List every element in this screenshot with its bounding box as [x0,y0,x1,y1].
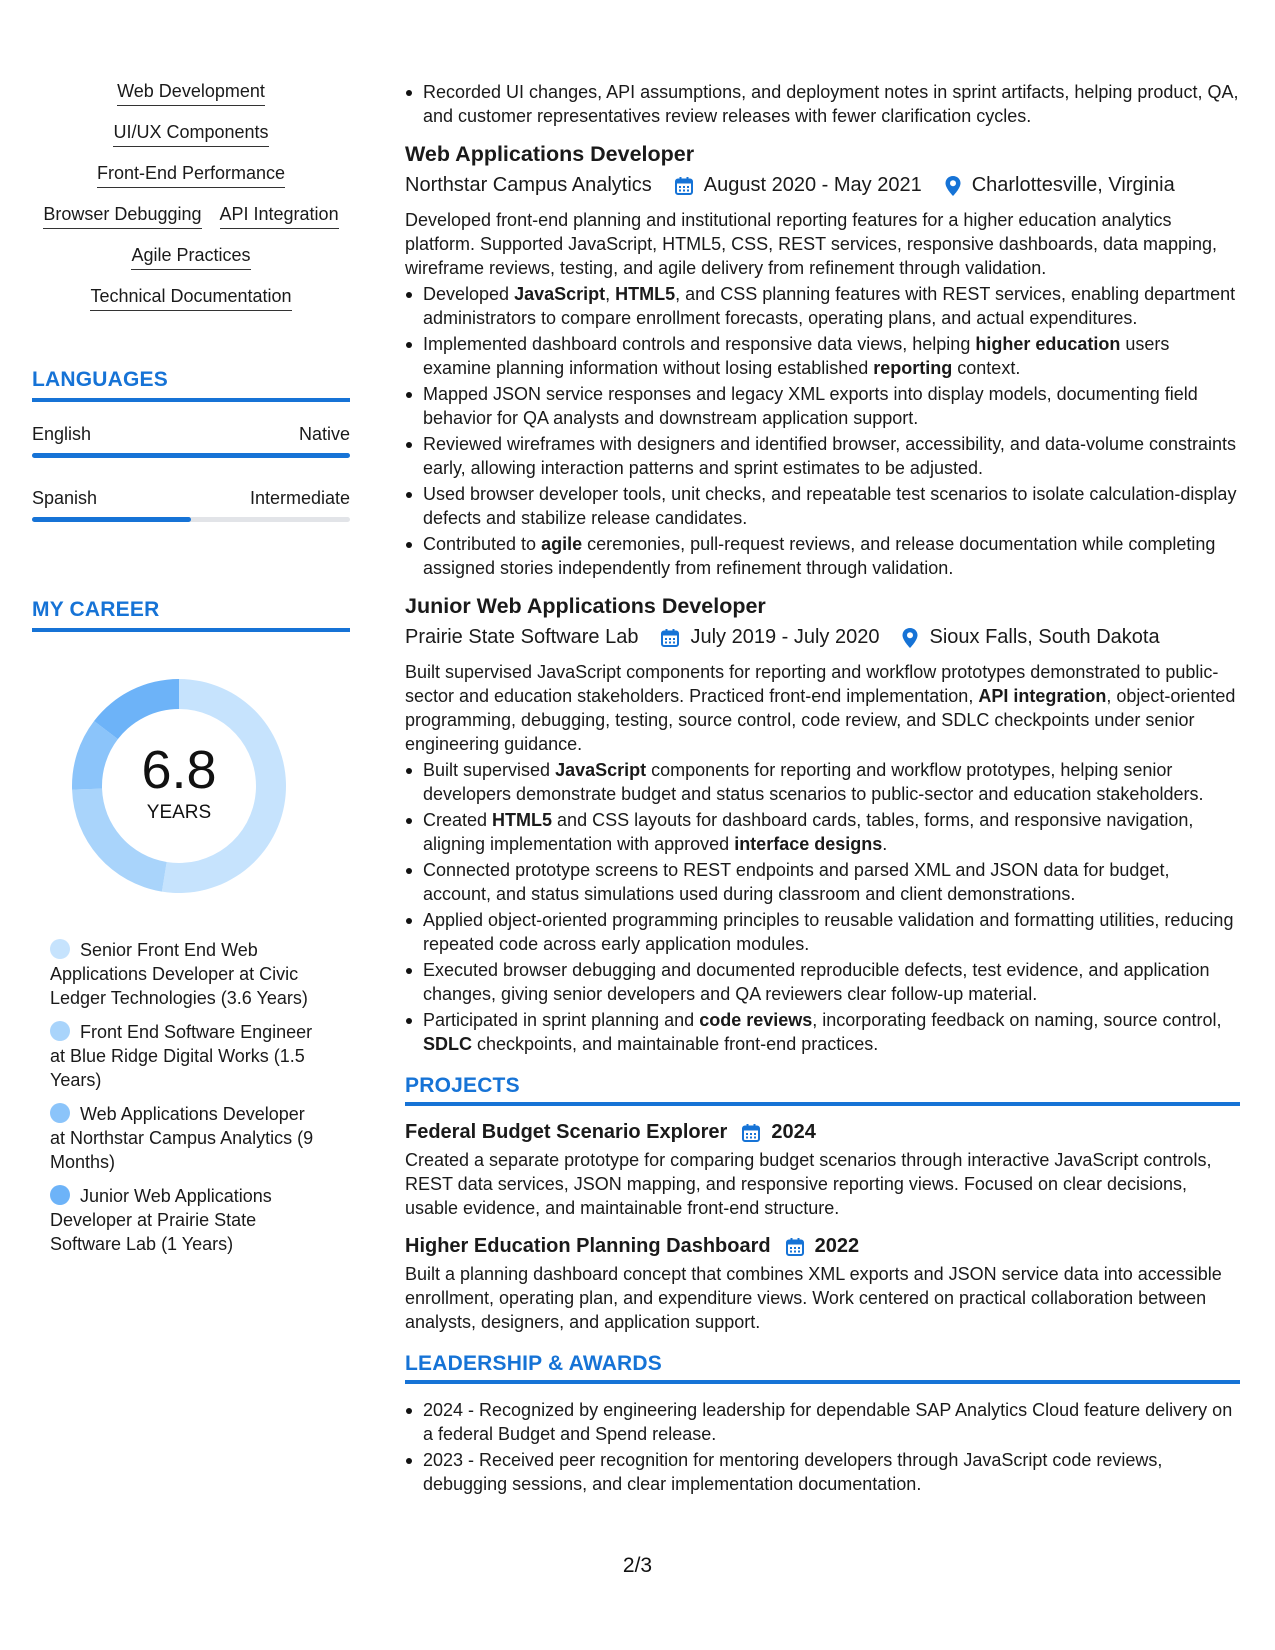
bullet-item: Applied object-oriented programming principles to reusable validation and formatting utilities, reducing repeated code across early application modules. [405,908,1240,956]
bullet-item: Created HTML5 and CSS layouts for dashboard cards, tables, forms, and responsive navigation, aligning implementation with approved interface designs. [405,808,1240,856]
bullet-item: Participated in sprint planning and code reviews, incorporating feedback on naming, source control, SDLC checkpoints, and maintainable front-end practices. [405,1008,1240,1056]
job-description: Developed front-end planning and institutional reporting features for a higher education analytics platform. Supported JavaScript, HTML5, CSS, REST services, responsive dashboards, data mapping, wireframe reviews, testing, and agile delivery from refinement through validation. [405,210,1218,278]
language-row [32,488,350,509]
job-location: Charlottesville, Virginia [971,174,1175,196]
donut-total-value: 6.8 [141,740,217,800]
skills-row [32,162,350,188]
job-dates-wrap [660,623,690,651]
bullet-item: Mapped JSON service responses and legacy XML exports into display models, documenting field behavior for QA analysts and downstream application support. [405,382,1240,430]
skill-tag: UI/UX Components [113,121,268,147]
career-legend-item [50,1102,320,1174]
skills-list [32,80,350,326]
job-entry [405,592,1240,1056]
project-year: 2022 [814,1235,860,1257]
award-item: 2024 - Recognized by engineering leadership for dependable SAP Analytics Cloud feature delivery on a federal Budget and Spend release. [405,1398,1240,1446]
right-column [405,80,1240,1498]
language-proficiency-fill [32,517,191,522]
calendar-icon [674,176,694,196]
bullet-item: Implemented dashboard controls and responsive data views, helping higher education users examine planning information without losing established reporting context. [405,332,1240,380]
previous-job-bullets [405,80,1240,128]
location-pin-icon [944,175,962,197]
project-header [405,1118,1240,1146]
job-meta [405,171,1240,199]
bullet-item: Contributed to agile ceremonies, pull-request reviews, and release documentation while completing assigned stories independently from refinement through validation. [405,532,1240,580]
languages-section [32,368,350,522]
language-name: Spanish [32,488,98,508]
legend-text: Web Applications Developer at Northstar Campus Analytics (9 Months) [50,1104,314,1172]
languages-list [32,424,350,522]
skills-row [32,121,350,147]
bullet-item: Built supervised JavaScript components for reporting and workflow prototypes, helping senior developers demonstrate budget and status scenarios to public-sector and education stakeholders. [405,758,1240,806]
job-title: Junior Web Applications Developer [405,594,766,618]
skill-tag: Front-End Performance [97,162,285,188]
legend-text: Front End Software Engineer at Blue Ridge Digital Works (1.5 Years) [50,1022,313,1090]
language-level: Intermediate [249,488,350,508]
bullet-item: Used browser developer tools, unit checks, and repeatable test scenarios to isolate calculation-display defects and stabilize release candidates. [405,482,1240,530]
skill-tag: Web Development [117,80,265,106]
job-company: Prairie State Software Lab [405,626,639,648]
job-location-wrap [901,623,929,651]
skills-row [32,80,350,106]
job-location-wrap [944,171,972,199]
career-legend-item [50,938,320,1010]
project-description: Built a planning dashboard concept that combines XML exports and JSON service data into accessible enrollment, operating plan, and expenditure views. Work centered on practical collaboration between analysts, designers, and application support. [405,1264,1222,1332]
job-dates: July 2019 - July 2020 [690,626,880,648]
page-number-text: 2/3 [622,1554,653,1577]
legend-color-dot [50,1185,70,1205]
project-entry [405,1232,1240,1334]
calendar-icon [660,628,680,648]
legend-text: Junior Web Applications Developer at Prairie State Software Lab (1 Years) [50,1186,272,1254]
career-donut-chart [65,672,293,900]
skill-tag: Agile Practices [131,244,250,270]
job-meta [405,623,1240,651]
donut-total-unit: YEARS [146,802,212,823]
skill-tag: Technical Documentation [90,285,291,311]
job-location: Sioux Falls, South Dakota [929,626,1160,648]
legend-color-dot [50,939,70,959]
job-dates: August 2020 - May 2021 [703,174,922,196]
language-proficiency-bar [32,453,350,458]
awards-section [405,1352,1240,1496]
bullet-item: Reviewed wireframes with designers and identified browser, accessibility, and data-volume constraints early, allowing interaction patterns and sprint estimates to be adjusted. [405,432,1240,480]
award-item: 2023 - Received peer recognition for mentoring developers through JavaScript code reviews, debugging sessions, and clear implementation documentation. [405,1448,1240,1496]
project-entry [405,1118,1240,1220]
bullet-item: Connected prototype screens to REST endpoints and parsed XML and JSON data for budget, account, and status simulations used during classroom and client demonstrations. [405,858,1240,906]
job-entry [405,140,1240,580]
career-legend-item [50,1184,320,1256]
job-bullets [405,758,1240,1056]
career-legend-item [50,1020,320,1092]
page-number [0,1554,1275,1578]
location-pin-icon [901,627,919,649]
bullet-item: Recorded UI changes, API assumptions, and deployment notes in sprint artifacts, helping product, QA, and customer representatives review releases with fewer clarification cycles. [405,80,1240,128]
language-name: English [32,424,92,444]
projects-section [405,1074,1240,1334]
language-proficiency-bar [32,517,350,522]
career-section [32,598,350,1256]
legend-text: Senior Front End Web Applications Developer at Civic Ledger Technologies (3.6 Years) [50,940,308,1008]
project-year-wrap [727,1118,771,1146]
language-row [32,424,350,445]
job-dates-wrap [674,171,704,199]
language-proficiency-fill [32,453,350,458]
job-description: Built supervised JavaScript components for reporting and workflow prototypes demonstrated to public-sector and education stakeholders. Practiced front-end implementation, API integration, object-oriented programming, debugging, testing, source control, code review, and SDLC checkpoints under senior engineering guidance. [405,662,1236,754]
languages-title: LANGUAGES [32,368,350,402]
awards-list [405,1398,1240,1496]
projects-list [405,1118,1240,1334]
donut-slice [94,679,179,739]
project-name: Federal Budget Scenario Explorer [405,1121,728,1143]
skill-tag: API Integration [220,203,339,229]
career-legend [50,938,320,1256]
experience-list [405,140,1240,1056]
skills-row [32,244,350,270]
calendar-icon [741,1123,761,1143]
project-header [405,1232,1240,1260]
job-bullets [405,282,1240,580]
skills-row [32,203,350,229]
project-description: Created a separate prototype for comparing budget scenarios through interactive JavaScript controls, REST data services, JSON mapping, and responsive reporting views. Focused on clear decisions, usable evidence, and maintainable front-end structure. [405,1150,1212,1218]
project-name: Higher Education Planning Dashboard [405,1235,771,1257]
skills-row [32,285,350,311]
bullet-item: Executed browser debugging and documented reproducible defects, test evidence, and application changes, giving senior developers and QA reviewers clear follow-up material. [405,958,1240,1006]
legend-color-dot [50,1021,70,1041]
project-year-wrap [771,1232,815,1260]
job-title: Web Applications Developer [405,142,695,166]
language-level: Native [298,424,350,444]
bullet-item: Developed JavaScript, HTML5, and CSS planning features with REST services, enabling department administrators to compare enrollment forecasts, operating plans, and actual expenditures. [405,282,1240,330]
awards-title: LEADERSHIP & AWARDS [405,1352,1240,1384]
left-column [32,80,350,1266]
projects-title: PROJECTS [405,1074,1240,1106]
job-company: Northstar Campus Analytics [405,174,652,196]
calendar-icon [785,1237,805,1257]
career-title: MY CAREER [32,598,350,632]
skill-tag: Browser Debugging [43,203,201,229]
project-year: 2024 [771,1121,816,1143]
legend-color-dot [50,1103,70,1123]
